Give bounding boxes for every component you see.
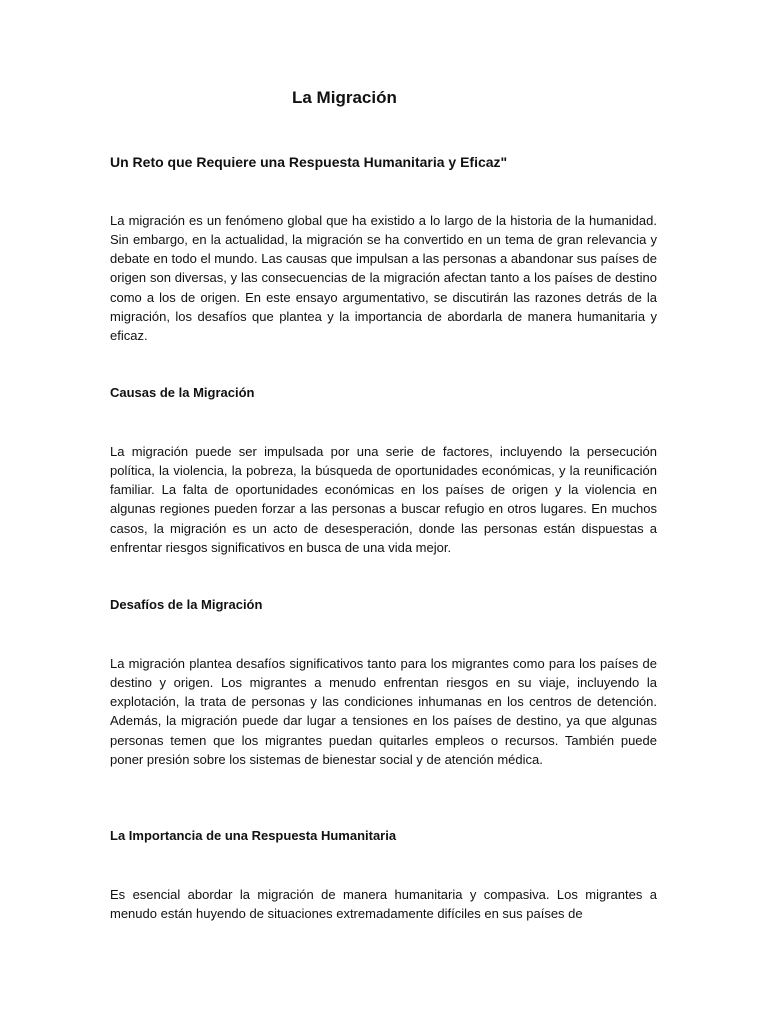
section-heading-importancia: La Importancia de una Respuesta Humanitaria (110, 828, 397, 843)
section-paragraph-causas: La migración puede ser impulsada por una serie de factores, incluyendo la persecución política, la violencia, la pobreza, la búsqueda de oportunidades económicas, y la reunificación familiar. La falta de oportunidades económicas en los países de origen y la violencia en algunas regiones pueden forzar a las personas a buscar refugio en otros lugares. En muchos casos, la migración es un acto de desesperación, donde las personas están dispuestas a enfrentar riesgos significativos en busca de una vida mejor. (110, 444, 657, 555)
section-heading-causas: Causas de la Migración (110, 385, 255, 400)
section-paragraph-importancia: Es esencial abordar la migración de manera humanitaria y compasiva. Los migrantes a menudo están huyendo de situaciones extremadamente difíciles en sus países de (110, 887, 657, 922)
document-title: La Migración (292, 88, 397, 107)
document-subtitle: Un Reto que Requiere una Respuesta Humanitaria y Eficaz" (110, 154, 508, 170)
intro-paragraph: La migración es un fenómeno global que ha existido a lo largo de la historia de la humanidad. Sin embargo, en la actualidad, la migración se ha convertido en un tema de gran relevancia y debate en todo el mundo. Las causas que impulsan a las personas a abandonar sus países de origen son diversas, y las consecuencias de la migración afectan tanto a los países de destino como a los de origen. En este ensayo argumentativo, se discutirán las razones detrás de la migración, los desafíos que plantea y la importancia de abordarla de manera humanitaria y eficaz. (110, 213, 657, 343)
section-paragraph-desafios: La migración plantea desafíos significativos tanto para los migrantes como para los países de destino y origen. Los migrantes a menudo enfrentan riesgos en su viaje, incluyendo la explotación, la trata de personas y las condiciones inhumanas en los centros de detención. Además, la migración puede dar lugar a tensiones en los países de destino, ya que algunas personas temen que los migrantes puedan quitarles empleos o recursos. También puede poner presión sobre los sistemas de bienestar social y de atención médica. (110, 656, 657, 767)
section-heading-desafios: Desafíos de la Migración (110, 597, 263, 612)
